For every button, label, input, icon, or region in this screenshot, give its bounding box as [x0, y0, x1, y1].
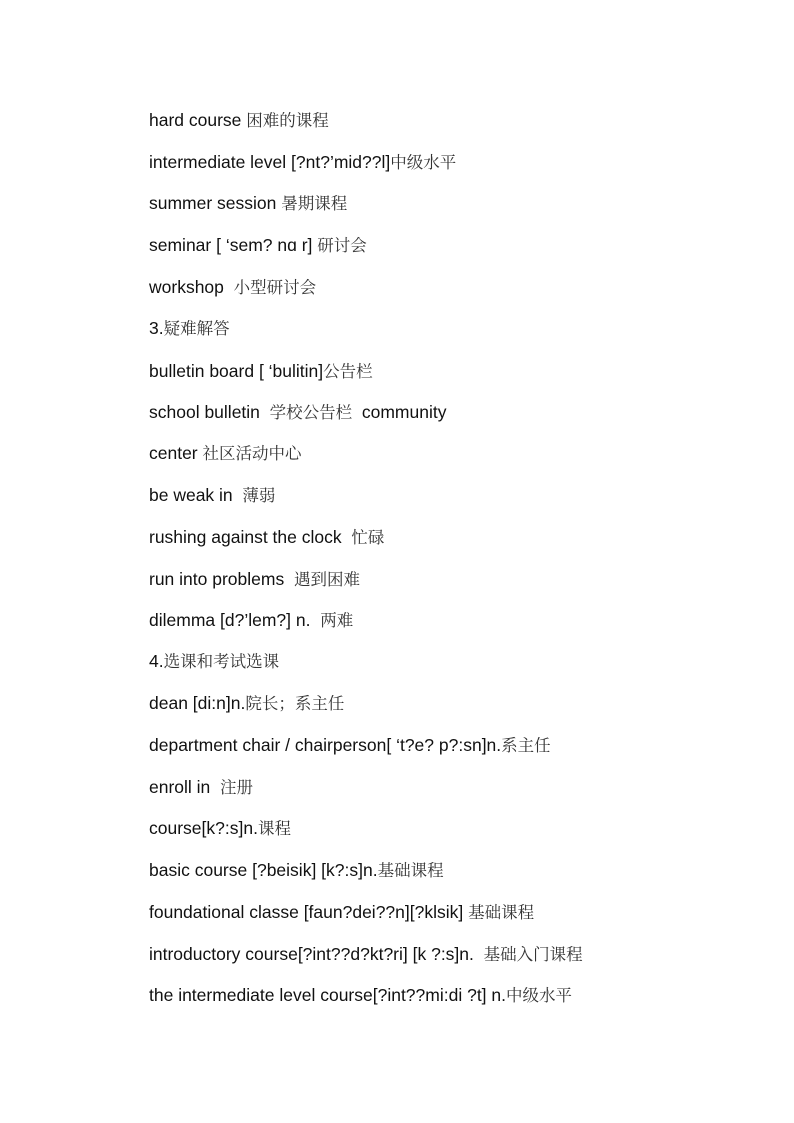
vocab-line [149, 107, 749, 133]
term-chinese: 学校公告栏 [269, 403, 353, 422]
section-heading [149, 315, 749, 341]
section-heading [149, 648, 749, 674]
term-chinese: 社区活动中心 [202, 444, 302, 463]
vocab-line [149, 899, 749, 925]
vocab-line [149, 941, 749, 967]
term-english: department chair / chairperson[ ‘t?e? p?:sn]n. [149, 735, 502, 755]
term-chinese: 小型研讨会 [233, 278, 317, 297]
term-chinese: 基础入门课程 [483, 945, 583, 964]
term-chinese: 公告栏 [323, 362, 373, 381]
vocab-line [149, 857, 749, 883]
term-english: enroll in [149, 777, 211, 797]
vocab-line [149, 815, 749, 841]
section-number: 3. [149, 318, 164, 338]
term-chinese: 基础课程 [468, 903, 535, 922]
term-english: the intermediate level course[?int??mi:di ?t] n. [149, 985, 506, 1005]
term-chinese: 暑期课程 [281, 194, 348, 213]
vocab-line [149, 607, 749, 633]
term-english-continued: community [361, 402, 447, 422]
vocab-line [149, 440, 749, 466]
term-english: be weak in [149, 485, 233, 505]
term-english: course[k?:s]n. [149, 818, 258, 838]
term-english: basic course [?beisik] [k?:s]n. [149, 860, 378, 880]
term-chinese: 系主任 [501, 736, 551, 755]
term-english: rushing against the clock [149, 527, 342, 547]
term-chinese: 困难的课程 [246, 111, 329, 130]
term-chinese: 中级水平 [390, 153, 457, 172]
term-english: foundational classe [faun?dei??n][?klsik] [149, 902, 464, 922]
term-chinese: 遇到困难 [293, 570, 360, 589]
term-chinese: 院长；系主任 [245, 694, 345, 713]
term-chinese: 薄弱 [242, 486, 276, 505]
vocab-line [149, 358, 749, 384]
vocab-line [149, 399, 749, 425]
term-english: seminar [ ‘sem? nɑ r] [149, 235, 318, 255]
section-title: 疑难解答 [163, 319, 230, 338]
term-english: bulletin board [ ‘bulitin] [149, 361, 324, 381]
vocab-line [149, 149, 749, 175]
term-chinese: 两难 [320, 611, 354, 630]
term-english: dilemma [d?’lem?] n. [149, 610, 311, 630]
vocab-line [149, 732, 749, 758]
vocab-line [149, 190, 749, 216]
term-english: school bulletin [149, 402, 260, 422]
vocab-line [149, 690, 749, 716]
vocab-line [149, 982, 749, 1008]
vocab-line [149, 232, 749, 258]
vocab-line [149, 482, 749, 508]
term-english: run into problems [149, 569, 285, 589]
term-english: center [149, 443, 198, 463]
term-chinese: 基础课程 [377, 861, 444, 880]
term-chinese: 研讨会 [317, 236, 367, 255]
term-chinese: 注册 [220, 778, 254, 797]
term-english: dean [di:n]n. [149, 693, 246, 713]
section-title: 选课和考试选课 [163, 652, 280, 671]
vocab-line [149, 566, 749, 592]
term-chinese: 忙碌 [351, 528, 385, 547]
vocab-line [149, 274, 749, 300]
term-english: hard course [149, 110, 242, 130]
term-english: workshop [149, 277, 224, 297]
term-english: introductory course[?int??d?kt?ri] [k ?:s]n. [149, 944, 474, 964]
section-number: 4. [149, 651, 164, 671]
term-english: summer session [149, 193, 277, 213]
term-chinese: 中级水平 [506, 986, 572, 1005]
vocab-line [149, 774, 749, 800]
term-chinese: 课程 [257, 819, 291, 838]
term-english: intermediate level [?nt?’mid??l] [149, 152, 391, 172]
vocab-line [149, 524, 749, 550]
